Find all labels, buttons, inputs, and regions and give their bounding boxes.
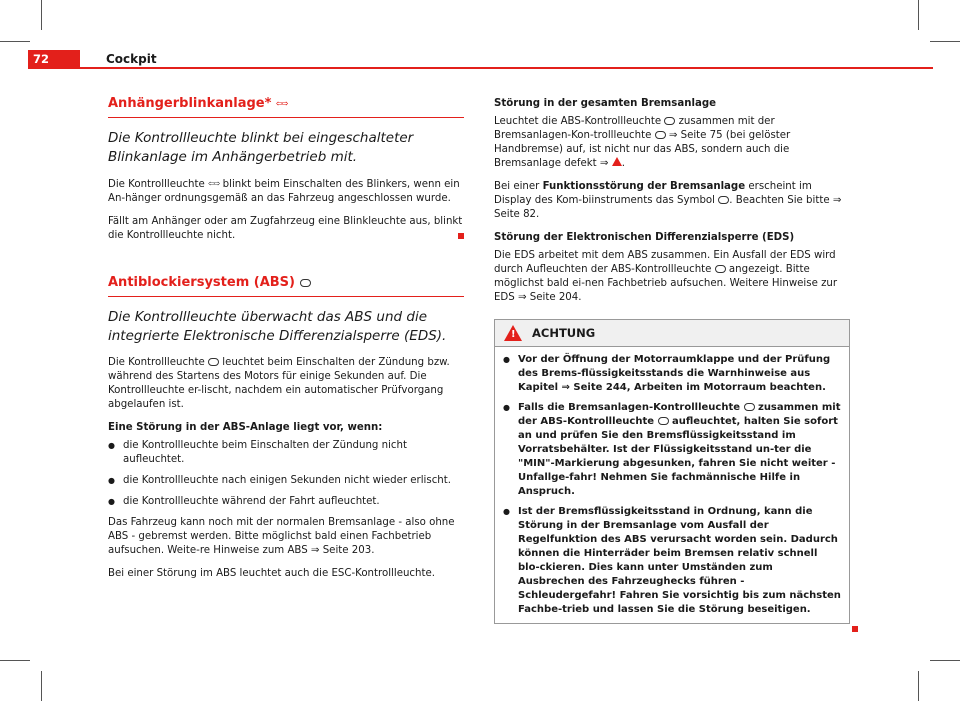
crop-mark — [0, 660, 30, 661]
abs-icon — [208, 358, 219, 366]
paragraph: Fällt am Anhänger oder am Zugfahrzeug eine Blinkleuchte aus, blinkt die Kontrollleuchte nicht. — [108, 216, 463, 241]
crop-mark — [41, 0, 42, 30]
brake-icon — [744, 403, 755, 411]
subheading: Störung der Elektronischen Differenzialsperre (EDS) — [494, 232, 795, 243]
list-item: ● Ist der Bremsflüssigkeitsstand in Ordnung, kann die Störung in der Bremsanlage vom Ausfall der Regelfunktion des ABS verursacht worden sein. Dadurch können die Hinterräder beim Bremsen relativ schnell blo-ckieren. Dies kann unter Umständen zum Ausbrechen des Fahrzeughecks führen - Schleudergefahr! Fahren Sie vorsichtig bis zum nächsten Fachbe-trieb und lassen Sie die Störung beseitigen. — [503, 505, 841, 617]
list-item: ● Vor der Öffnung der Motorraumklappe und der Prüfung des Brems-flüssigkeitsstands die Warnhinweise aus Kapitel ⇒ Seite 244, Arbeiten im Motorraum beachten. — [503, 353, 841, 395]
crop-mark — [41, 671, 42, 701]
trailer-indicator-icon: ⇦⇨ — [275, 99, 288, 108]
chapter-title: Cockpit — [106, 52, 157, 66]
crop-mark — [0, 41, 30, 42]
paragraph: Die Kontrollleuchte ⇦⇨ blinkt beim Einschalten des Blinkers, wenn ein An-hänger ordnungsgemäß an das Fahrzeug angeschlossen wurde. — [108, 179, 460, 204]
subheading: Störung in der gesamten Bremsanlage — [494, 98, 717, 109]
crop-mark — [918, 0, 919, 30]
section-title-trailer: Anhängerblinkanlage* ⇦⇨ — [108, 97, 464, 118]
paragraph: Bei einer Funktionsstörung der Bremsanlage erscheint im Display des Kom-biinstruments das Symbol . Beachten Sie bitte ⇒ Seite 82. — [494, 181, 842, 220]
abs-icon — [300, 279, 311, 287]
paragraph: Die EDS arbeitet mit dem ABS zusammen. Ein Ausfall der EDS wird durch Aufleuchten der ABS-Kontrollleuchte angezeigt. Bitte möglichst bald ei-nen Fachbetrieb aufsuchen. Weitere Hinweise zur EDS ⇒ Seite 204. — [494, 250, 838, 303]
warning-triangle-icon — [612, 157, 622, 166]
abs-icon — [658, 417, 669, 425]
page-header — [28, 50, 933, 69]
list-heading: Eine Störung in der ABS-Anlage liegt vor, wenn: — [108, 422, 383, 433]
page-number: 72 — [28, 50, 80, 69]
list-item: ● die Kontrollleuchte beim Einschalten der Zündung nicht aufleuchtet. — [108, 439, 464, 467]
crop-mark — [918, 671, 919, 701]
trailer-indicator-icon: ⇦⇨ — [208, 179, 220, 188]
paragraph: Leuchtet die ABS-Kontrollleuchte zusammen mit der Bremsanlagen-Kon-trollleuchte ⇒ Seite 75 (bei gelöster Handbremse) auf, ist nicht nur das ABS, sondern auch die Bremsanlage defekt ⇒ . — [494, 116, 791, 169]
warning-body — [495, 347, 849, 623]
end-marker-icon — [852, 626, 858, 632]
warning-triangle-icon — [504, 325, 522, 341]
abs-icon — [664, 117, 675, 125]
section-intro: Die Kontrollleuchte überwacht das ABS und die integrierte Elektronische Differenzialsperre (EDS). — [108, 309, 447, 344]
end-marker-wrap — [852, 622, 858, 632]
brake-icon — [718, 196, 729, 204]
left-column — [108, 97, 464, 590]
right-column — [494, 97, 850, 624]
end-marker-icon — [458, 233, 464, 239]
warning-box — [494, 319, 850, 624]
list-item: ● die Kontrollleuchte während der Fahrt aufleuchtet. — [108, 495, 464, 509]
brake-icon — [655, 131, 666, 139]
abs-icon — [715, 265, 726, 273]
section-title-abs: Antiblockiersystem (ABS) — [108, 276, 464, 297]
list-item: ● die Kontrollleuchte nach einigen Sekunden nicht wieder erlischt. — [108, 474, 464, 488]
warning-header — [495, 320, 849, 347]
header-rule — [80, 67, 933, 69]
section-intro: Die Kontrollleuchte blinkt bei eingeschalteter Blinkanlage im Anhängerbetrieb mit. — [108, 130, 414, 165]
paragraph: Das Fahrzeug kann noch mit der normalen Bremsanlage - also ohne ABS - gebremst werden. Bitte möglichst bald einen Fachbetrieb aufsuchen. Weite-re Hinweise zum ABS ⇒ Seite 203. — [108, 517, 455, 556]
paragraph: Die Kontrollleuchte leuchtet beim Einschalten der Zündung bzw. während des Startens des Motors für einige Sekunden auf. Die Kontrollleuchte er-lischt, nachdem ein automatischer Prüfvorgang abgelaufen ist. — [108, 357, 450, 410]
crop-mark — [930, 660, 960, 661]
list-item: ● Falls die Bremsanlagen-Kontrollleuchte zusammen mit der ABS-Kontrollleuchte aufleuchtet, halten Sie sofort an und prüfen Sie den Bremsflüssigkeitsstand im Vorratsbehälter. Ist der Flüssigkeitsstand un-ter die "MIN"-Markierung abgesunken, fahren Sie nicht weiter - Unfallge-fahr! Nehmen Sie fachmännische Hilfe in Anspruch. — [503, 401, 841, 499]
warning-label: ACHTUNG — [532, 326, 596, 340]
crop-mark — [930, 41, 960, 42]
paragraph: Bei einer Störung im ABS leuchtet auch die ESC-Kontrollleuchte. — [108, 568, 435, 579]
